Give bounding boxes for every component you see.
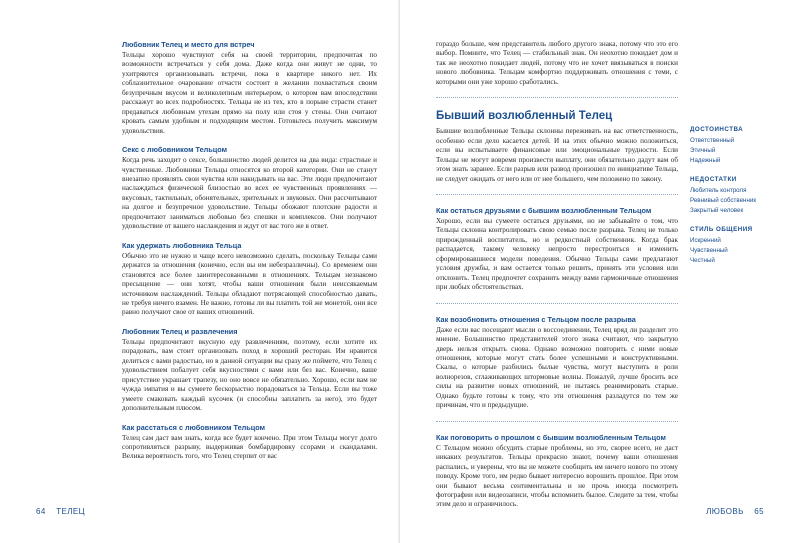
- sidebar-item: Ревнивый собственник: [690, 197, 757, 204]
- chapter-intro: Бывшие возлюбленные Тельцы склонны переживать на вас ответственность, особенно если дело касается детей. И на этих обычно можно положиться, если вы испытываете финансовые или эмоциональные трудности. Если Тельцы не могут вовремя произвести выплату, они обязательно дадут вам об этом знать заранее. Если разрыв или развод произошел по инициативе Тельца, не следует ожидать от него или от нее большего, чем положено по закону.: [436, 127, 678, 183]
- section-heading: Любовник Телец и развлечения: [122, 326, 238, 336]
- section-divider: [436, 421, 678, 422]
- section-talk-past: [436, 433, 678, 510]
- sidebar-item: Любитель контроля: [690, 187, 747, 194]
- left-column: [122, 40, 377, 471]
- sidebar-item: Этичный: [690, 147, 716, 154]
- continued-text: гораздо больше, чем представитель любого другого знака, потому что это его выбор. Помните, что Телец — стабильный знак. Он неохотно покидает дом и так же неохотно покидает людей, потому что не хочет ввязываться в поиски нового любовника. Тельцам комфортно поддерживать отношения с теми, с которыми они уже хорошо сработались.: [436, 40, 678, 86]
- sidebar-item: Честный: [690, 257, 715, 264]
- traits-sidebar: [690, 126, 790, 276]
- section-entertainment: [122, 327, 377, 414]
- section-heading: Как удержать любовника Тельца: [122, 240, 242, 250]
- sidebar-group-weaknesses: [690, 176, 790, 216]
- section-divider: [436, 194, 678, 195]
- page-number: 65: [754, 507, 764, 516]
- section-divider: [436, 303, 678, 304]
- right-folio: [706, 507, 764, 516]
- section-body: Когда речь заходит о сексе, большинство людей делится на два вида: страстные и чувственные. Любовники Тельцы относятся ко второй категории. Они не станут внезапно проявлять свои чувства или накидывать на вас. Эти люди предпочитают наслаждаться физической близостью во всех ее чувственных проявлениях — вкусовых, тактильных, обонятельных, зрительных и звуковых. Они рассчитывают на долгое и безупречное удовольствие. Тельцы обожают плотские радости и предпочитают заниматься любовью без спешки и комплексов. Они получают удовольствие от вашего наслаждения и ждут от вас того же в ответ.: [122, 156, 377, 231]
- sidebar-item: Надежный: [690, 157, 721, 164]
- section-sex: [122, 145, 377, 232]
- sidebar-item: Закрытый человек: [690, 207, 744, 214]
- section-breakup: [122, 423, 377, 462]
- section-body: Тельцы хорошо чувствуют себя на своей территории, предпочитая по возможности встречаться у себя дома. Даже когда они живут не одни, то ухитряются организовывать встречи, пока в квартире никого нет. Их соблазнительное очарование отчасти состоит в желании похвастаться своим безупречным вкусом и великолепным интерьером, о котором вам впоследствии расскажут во всех подробностях. Тельцы не из тех, кто в порыве страсти станет предаваться любовным утехам прямо на полу или стоя у стены. Они считают кровать самым удобным и подходящим местом. Готовьтесь получить максимум удовольствия.: [122, 51, 377, 135]
- section-body: Хорошо, если вы сумеете остаться друзьями, но не забывайте о том, что Тельцы склонна контролировать свою семью после разрыва. Телец не только прирожденный воспитатель, но и редкостный собственник. Когда брак распадается, такому человеку непросто перестроиться и изменить сформировавшиеся модели поведения. Обычно Тельцы сами предлагают условия дружбы, и вам остается только решить, принять эти условия или отклонить. Телец предпочтет сохранить между вами гармоничные отношения при любых обстоятельствах.: [436, 216, 678, 292]
- section-heading: Как поговорить о прошлом с бывшим возлюбленным Тельцом: [436, 432, 666, 442]
- sidebar-group-communication: [690, 226, 790, 266]
- left-folio: [36, 507, 85, 516]
- section-body: С Тельцом можно обсудить старые проблемы, но это, скорее всего, не даст никаких результатов. Тельцы прекрасно знают, почему ваши отношения распались, и уверены, что вы не можете сообщить им ничего нового по этому поводу. Кроме того, им редко бывает интересно ворошить прошлое. При этом они бывают весьма сентиментальны и не прочь иногда посмотреть фотографии или видеозаписи, чтобы вспомнить былое. Следите за тем, чтобы этим дело и ограничилось.: [436, 443, 678, 509]
- section-body: Телец сам даст вам знать, когда все будет кончено. При этом Тельцы могут долго сопротивляться разрыву, выдерживая бомбардировку ссорами и скандалами. Велика вероятность того, что Телец стерпит от вас: [122, 433, 377, 461]
- section-heading: Как остаться друзьями с бывшим возлюбленным Тельцом: [436, 205, 652, 215]
- page-number: 64: [36, 507, 46, 516]
- section-keep-lover: [122, 241, 377, 318]
- section-heading: Как расстаться с любовником Тельцом: [122, 422, 266, 432]
- sidebar-group-strengths: [690, 126, 790, 166]
- section-body: Тельцы предпочитают вкусную еду развлечениям, поэтому, если хотите их порадовать, вам стоит организовать поход в хороший ресторан. Им нравится делиться с вами радостью, но в данной ситуации вы сразу же поймете, что Телец с удовольствием побалует себя вкусностями с вами или без вас. Конечно, ваше присутствие украшает трапезу, но оно вовсе не обязательно. Хорошо, если вам не чужда эмпатия и вы сумеете бескорыстно порадоваться за Тельца. Если вы тоже умеете смаковать каждый кусочек (и способны заплатить за него), это будет дополнительным плюсом.: [122, 337, 377, 413]
- section-lover-meeting-place: [122, 40, 377, 136]
- section-body: Обычно это не нужно и чаще всего невозможно сделать, поскольку Тельцы сами держатся за отношения (конечно, если вы им небезразличны). Со временем они становятся все более заинтересованными в отношениях. Тельцам незнакомо пресыщение — они хотят, чтобы ваши отношения были неиссякаемым источником наслаждений. Тельцы обладают потрясающей способностью давать, не требуя ничего взамен. Не важно, готовы ли вы платить той же монетой, они все равно получают свое от ваших отношений.: [122, 251, 377, 317]
- sidebar-heading: ДОСТОИНСТВА: [690, 126, 744, 133]
- sidebar-heading: НЕДОСТАТКИ: [690, 176, 737, 183]
- running-head: ТЕЛЕЦ: [56, 507, 85, 516]
- section-body: Даже если вас посещают мысли о воссоединении, Телец вряд ли разделит это мнение. Большинство представителей этого знака считают, что закрытую дверь нельзя открыть снова. Однако возможно повторить с ними новые отношения, которые могут стать более успешными и конструктивными. Скалы, о которые разбились былые чувства, могут выступить в роли волнорезов, сглаживающих штормовые волны. Пожалуй, лучше бросить все силы на развитие новых отношений, не пытаясь реанимировать старые. Однако будьте готовы к тому, что эти отношения разладутся по тем же причинам, что и предыдущие.: [436, 325, 678, 410]
- section-divider: [436, 97, 678, 98]
- section-reunite: [436, 315, 678, 411]
- sidebar-item: Ответственный: [690, 137, 735, 144]
- section-heading: Любовник Телец и место для встреч: [122, 40, 255, 49]
- section-heading: Как возобновить отношения с Тельцом после разрыва: [436, 314, 636, 324]
- chapter-title: Бывший возлюбленный Телец: [436, 110, 613, 123]
- right-page: [400, 0, 800, 543]
- sidebar-item: Чувственный: [690, 247, 728, 254]
- sidebar-item: Искренний: [690, 237, 721, 244]
- right-column: [436, 40, 678, 519]
- section-stay-friends: [436, 206, 678, 293]
- section-heading: Секс с любовником Тельцом: [122, 145, 228, 155]
- sidebar-heading: СТИЛЬ ОБЩЕНИЯ: [690, 226, 753, 233]
- running-head: ЛЮБОВЬ: [706, 507, 744, 516]
